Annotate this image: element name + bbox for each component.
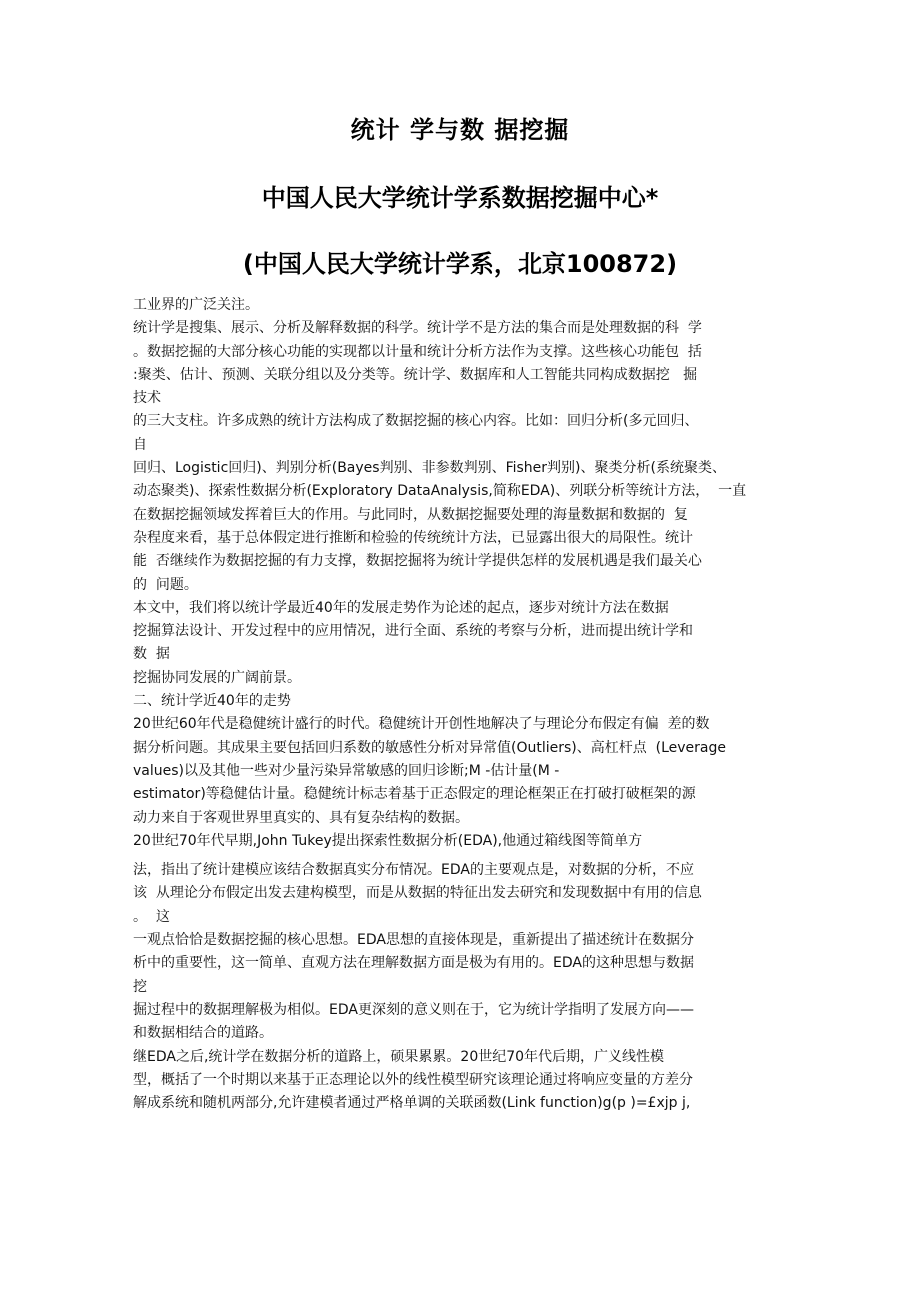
text-line: 能 否继续作为数据挖掘的有力支撑，数据挖掘将为统计学提供怎样的发展机遇是我们最关心 (133, 553, 702, 570)
text-line: 据分析问题。其成果主要包括回归系数的敏感性分析对异常值(Outliers)、高杠杆点 (Leverage (133, 739, 727, 756)
text-line: 工业界的广泛关注。 (133, 297, 259, 313)
text-line: 一观点恰恰是数据挖掘的核心思想。EDA思想的直接体现是，重新提出了描述统计在数据分 (133, 932, 694, 949)
document-subtitle: 中国人民大学统计学系数据挖掘中心* (261, 184, 659, 212)
text-line: 挖掘算法设计、开发过程中的应用情况，进行全面、系统的考察与分析，进而提出统计学和 (133, 623, 693, 640)
text-line: 挖掘协同发展的广阔前景。 (133, 669, 301, 686)
text-line: 挖 (133, 978, 147, 995)
text-line: 和数据相结合的道路。 (133, 1025, 273, 1042)
section-heading: 二、统计学近40年的走势 (133, 693, 291, 710)
text-line: 在数据挖掘领域发挥着巨大的作用。与此同时，从数据挖掘要处理的海量数据和数据的 复 (133, 506, 688, 523)
text-line: 回归、Logistic回归)、判别分析(Bayes判别、非参数判别、Fisher判别)、聚类分析(系统聚类、 (133, 460, 726, 477)
text-line: 法，指出了统计建模应该结合数据真实分布情况。EDA的主要观点是，对数据的分析，不应 (133, 862, 694, 879)
text-line: 的三大支柱。许多成熟的统计方法构成了数据挖掘的核心内容。比如：回归分析(多元回归、 (133, 413, 699, 430)
text-line: values)以及其他一些对少量污染异常敏感的回归诊断;M -估计量(M - (133, 762, 560, 779)
text-line: 动力来自于客观世界里真实的、具有复杂结构的数据。 (133, 809, 469, 826)
text-line: 析中的重要性，这一简单、直观方法在理解数据方面是极为有用的。EDA的这种思想与数据 (133, 955, 694, 972)
text-line: 。数据挖掘的大部分核心功能的实现都以计量和统计分析方法作为支撑。这些核心功能包 括 (133, 343, 702, 360)
body-text (133, 294, 795, 1115)
text-line: estimator)等稳健估计量。稳健统计标志着基于正态假定的理论框架正在打破打破框架的源 (133, 786, 696, 803)
text-line: 。 这 (133, 908, 170, 925)
text-line: 本文中，我们将以统计学最近40年的发展走势作为论述的起点，逐步对统计方法在数据 (133, 599, 669, 616)
text-line: 统计学是搜集、展示、分析及解释数据的科学。统计学不是方法的集合而是处理数据的科 学 (133, 320, 702, 337)
text-line: 20世纪60年代是稳健统计盛行的时代。稳健统计开创性地解决了与理论分布假定有偏 差的数 (133, 716, 710, 733)
text-line: 的 问题。 (133, 576, 198, 593)
text-line: 20世纪70年代早期,John Tukey提出探索性数据分析(EDA),他通过箱线图等简单方 (133, 832, 643, 849)
text-line: 动态聚类)、探索性数据分析(Exploratory DataAnalysis,简称EDA)、列联分析等统计方法， 一直 (133, 483, 747, 500)
text-line: 解成系统和随机两部分,允许建模者通过严格单调的关联函数(Link function)g(p )=£xjp j, (133, 1095, 691, 1112)
text-line: 技术 (133, 390, 161, 407)
document-title: 统计 学与数 据挖掘 (350, 116, 570, 144)
text-line: 杂程度来看，基于总体假定进行推断和检验的传统统计方法，已显露出很大的局限性。统计 (133, 529, 693, 546)
text-line: 型，概括了一个时期以来基于正态理论以外的线性模型研究该理论通过将响应变量的方差分 (133, 1071, 693, 1088)
text-line: 自 (133, 436, 147, 453)
text-line: :聚类、估计、预测、关联分组以及分类等。统计学、数据库和人工智能共同构成数据挖 掘 (133, 366, 698, 383)
text-line: 数 据 (133, 646, 170, 663)
document-affiliation: (中国人民大学统计学系，北京100872) (242, 250, 678, 278)
text-line: 掘过程中的数据理解极为相似。EDA更深刻的意义则在于，它为统计学指明了发展方向—— (133, 1001, 694, 1018)
text-line: 继EDA之后,统计学在数据分析的道路上，硕果累累。20世纪70年代后期，广义线性模 (133, 1048, 665, 1065)
text-line: 该 从理论分布假定出发去建构模型，而是从数据的特征出发去研究和发现数据中有用的信息 (133, 885, 702, 902)
